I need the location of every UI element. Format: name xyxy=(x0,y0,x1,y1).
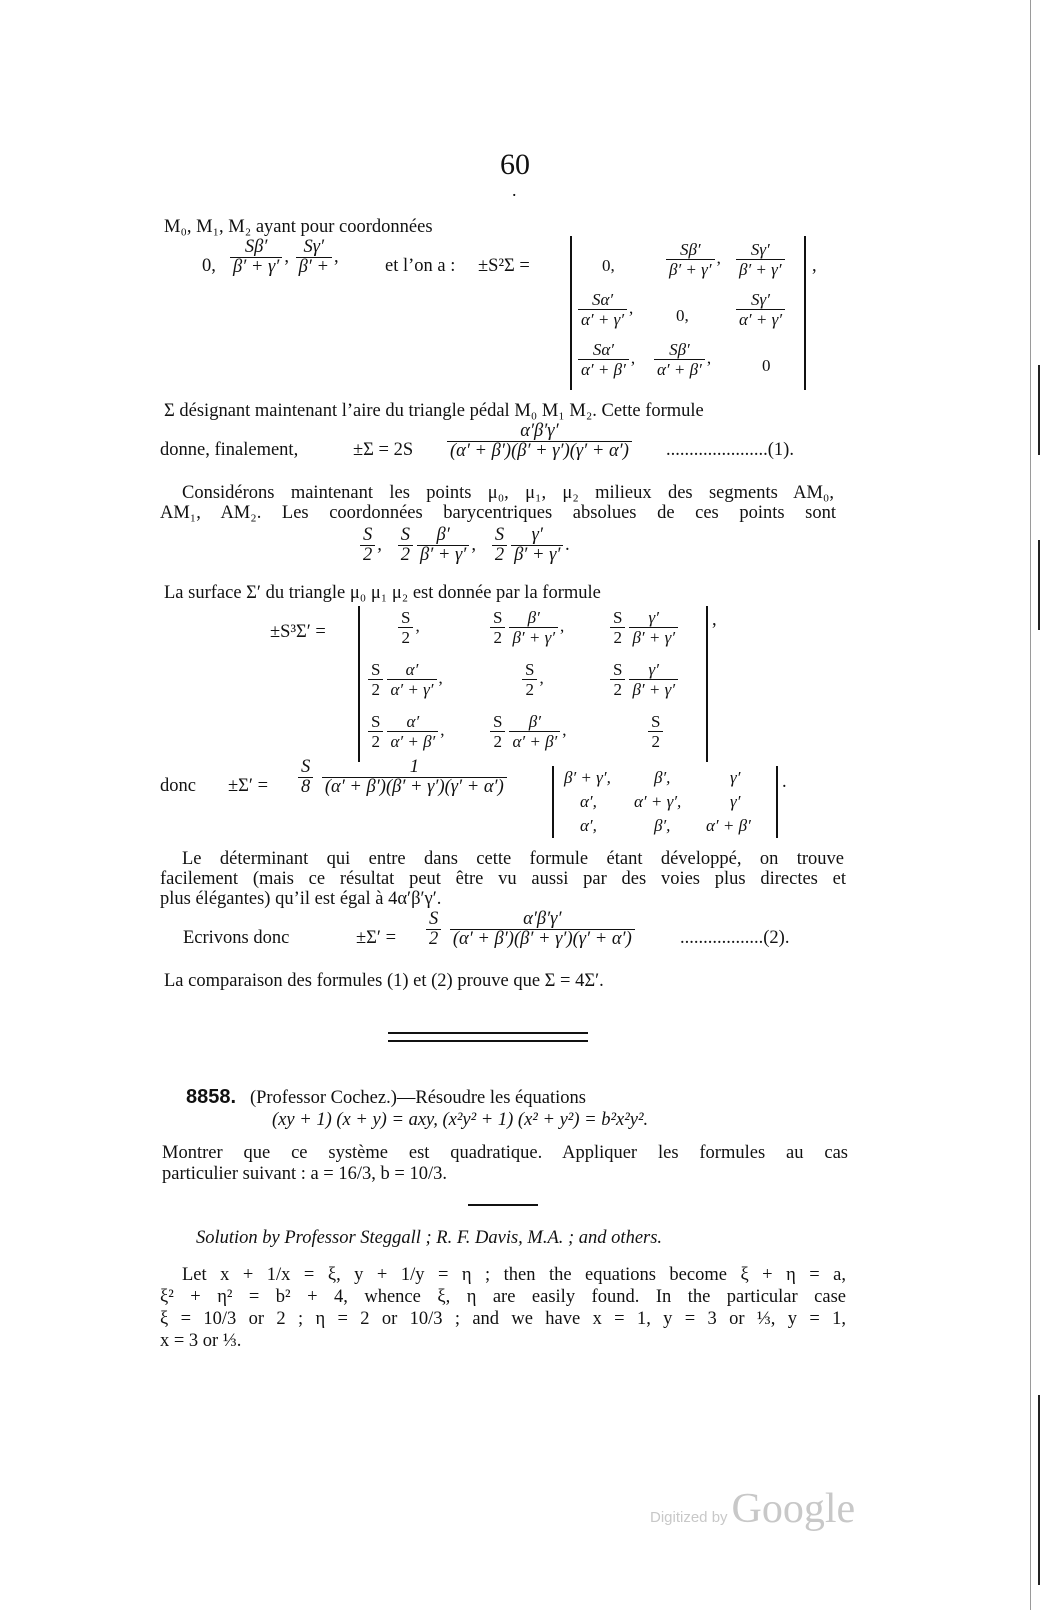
scan-edge-line xyxy=(1030,0,1031,1610)
coord-zero: 0, xyxy=(202,256,216,276)
text-line: x = 3 or ⅓. xyxy=(160,1331,242,1351)
separator-rule xyxy=(468,1204,538,1206)
equation-label-1: ......................(1). xyxy=(666,440,794,460)
ecrivons-donc: Ecrivons donc xyxy=(183,928,290,948)
formula-2-fractions: $\frac{S}{2}$ $\frac{\alpha'\beta'\gamma'}{(\alpha' + \beta')(\beta' + \gamma')(\gamma' + \alpha')}$ xyxy=(424,910,637,949)
formula-1-fraction: $\frac{\alpha'\beta'\gamma'}{(\alpha' + \beta')(\beta' + \gamma')(\gamma' + \alpha')}$ xyxy=(445,422,634,461)
text-line: facilement (mais ce résultat peut être vu aussi par des voies plus directes et xyxy=(160,869,846,889)
text-line: Considérons maintenant les points μ₀, μ₁, μ₂ milieux des segments AM₀, xyxy=(182,483,834,503)
problem-author: (Professor Cochez.)—Résoudre les équations xyxy=(249,1088,586,1108)
barycentric-coords: $\frac{S}{2}$ , $\frac{S}{2}$ $\frac{\beta'}{\beta' + \gamma'}$ , $\frac{S}{2}$ $\frac{\gamma'}{\beta' + \gamma'}$ . xyxy=(358,526,570,565)
text-line: Montrer que ce système est quadratique. Appliquer les formules au cas xyxy=(162,1143,848,1163)
comma: , xyxy=(812,256,817,276)
text-line: plus élégantes) qu’il est égal à 4α′β′γ′. xyxy=(160,889,442,909)
text-line: Let x + 1/x = ξ, y + 1/y = η ; then the equations become ξ + η = a, xyxy=(182,1265,846,1285)
text-line: La surface Σ′ du triangle μ₀ μ₁ μ₂ est donnée par la formule xyxy=(164,583,601,603)
google-logo: Google xyxy=(731,1486,856,1532)
donc: donc xyxy=(160,776,196,796)
text-line: Σ désignant maintenant l’aire du triangle pédal M₀ M₁ M₂. Cette formule xyxy=(164,401,704,421)
problem-number: 8858. xyxy=(186,1086,237,1108)
scan-edge-mark xyxy=(1038,1395,1040,1585)
problem-equations: (xy + 1) (x + y) = axy, (x²y² + 1) (x² + y²) = b²x²y². xyxy=(272,1110,649,1130)
text-line: Le déterminant qui entre dans cette formule étant développé, on trouve xyxy=(182,849,844,869)
determinant-1: 0, $\frac{S\beta'}{\beta' + \gamma'}$ , $\frac{S\gamma'}{\beta' + \gamma'}$ $\frac{S\alpha'}{\alpha' + \gamma'}$ , 0, $\frac{S\gamma'}{\alpha' + \gamma'}$ $\frac{S\alpha'}{\alpha' + \beta'}$ , $\frac{S\beta'}{\alpha' + \beta'}$ , 0 xyxy=(570,236,806,390)
coord-frac-1: $\frac{S\beta'}{\beta' + \gamma'}$ , $\frac{S\gamma'}{\beta' +}$ , xyxy=(228,238,339,277)
scan-edge-mark xyxy=(1038,365,1040,455)
determinant-2: $\frac{S}{2}$ , $\frac{S}{2}$ $\frac{\beta'}{\beta' + \gamma'}$ , $\frac{S}{2}$ $\frac{\gamma'}{\beta' + \gamma'}$ $\frac{S}{2}$ $\frac{\alpha'}{\alpha' + \gamma'}$ , $\frac{S}{2}$ , $\frac{S}{2}$ $\frac{\gamma'}{\beta' + \gamma'}$ $\frac{S}{2}$ $\frac{\alpha'}{\alpha' + \beta'}$ , $\frac{S}{2}$ $\frac{\beta'}{\alpha' + \beta'}$ , $\frac{S}{2}$ xyxy=(358,606,708,762)
page-number: 60 xyxy=(500,148,530,181)
pm-s3-sigma-prime: ±S³Σ′ = xyxy=(270,622,326,642)
text-line: particulier suivant : a = 16/3, b = 10/3. xyxy=(162,1164,447,1184)
problem-heading xyxy=(186,1086,586,1109)
digitized-watermark xyxy=(650,1485,855,1533)
speck: . xyxy=(512,180,517,200)
pm-sigma-prime: ±Σ′ = xyxy=(228,776,269,796)
section-rule xyxy=(388,1032,588,1034)
pm-s2-sigma: ±S²Σ = xyxy=(478,256,530,276)
pm-sigma-2s: ±Σ = 2S xyxy=(353,440,414,460)
determinant-3: β′ + γ′, β′, γ′ α′, α′ + γ′, γ′ α′, β′, α′ + β′ xyxy=(552,766,778,838)
pm-sigma-prime-2: ±Σ′ = xyxy=(356,928,397,948)
et-lon-a: et l’on a : xyxy=(385,256,456,276)
watermark-prefix: Digitized by xyxy=(650,1509,728,1526)
text-line: ξ = 10/3 or 2 ; η = 2 or 10/3 ; and we have x = 1, y = 3 or ⅓, y = 1, xyxy=(160,1309,846,1329)
solution-byline: Solution by Professor Steggall ; R. F. Davis, M.A. ; and others. xyxy=(196,1228,663,1248)
donne-finalement: donne, finalement, xyxy=(160,440,299,460)
text-line: La comparaison des formules (1) et (2) prouve que Σ = 4Σ′. xyxy=(164,971,604,991)
text-line: M₀, M₁, M₂ ayant pour coordonnées xyxy=(164,217,433,237)
text-line: ξ² + η² = b² + 4, whence ξ, η are easily found. In the particular case xyxy=(160,1287,846,1307)
period: . xyxy=(782,772,787,792)
comma: , xyxy=(712,610,717,630)
donc-fractions: $\frac{S}{8}$ $\frac{1}{(\alpha' + \beta')(\beta' + \gamma')(\gamma' + \alpha')}$ xyxy=(296,758,509,797)
scan-edge-mark xyxy=(1038,540,1040,630)
text-line: AM₁, AM₂. Les coordonnées barycentriques absolues de ces points sont xyxy=(160,503,836,523)
equation-label-2: ..................(2). xyxy=(680,928,790,948)
section-rule xyxy=(388,1040,588,1042)
